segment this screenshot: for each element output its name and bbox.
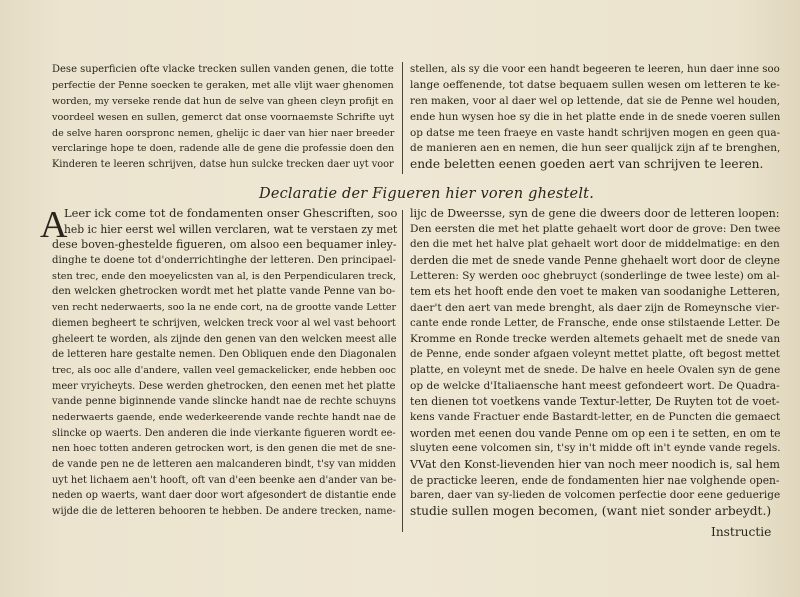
text-line: diemen begheert te schrijven, welcken treck voor al wel vast behoort	[52, 317, 396, 329]
text-line: studie sullen mogen becomen, (want niet sonder arbeydt.)	[410, 504, 772, 519]
text-line: de letteren hare gestalte nemen. Den Obliquen ende den Diagonalen	[52, 349, 397, 361]
text-line: ren maken, voor al daer wel op lettende, dat sie de Penne wel houden,	[410, 94, 781, 107]
top-left-column	[52, 62, 394, 173]
text-line: vande penne biginnende vande slincke handt nae de rechte schuyns	[52, 396, 397, 408]
text-line: Leer ick come tot de fondamenten onser Ghescriften, soo	[64, 206, 398, 220]
text-line: nederwaerts gaende, ende wederkeerende vande rechte handt nae de	[52, 411, 396, 423]
text-line: daer't den aert van mede brenght, als daer zijn de Romeynsche vier-	[410, 301, 780, 315]
text-line: platte, en voleynt met de snede. De halve en heele Ovalen syn de gene	[410, 363, 781, 376]
text-line: gheleert te worden, als zijnde den genen van den welcken meest alle	[52, 333, 397, 345]
text-line: stellen, als sy die voor een handt begeeren te leeren, hun daer inne soo	[410, 64, 780, 75]
text-line: lijc de Dweersse, syn de gene die dweers door de letteren loopen:	[410, 207, 780, 220]
drop-cap: A	[40, 204, 68, 246]
text-line: wijde die de letteren behooren te hebben. De andere trecken, name-	[52, 506, 396, 518]
text-line: dinghe te doene tot d'onderrichtinghe der letteren. Den principael-	[52, 255, 397, 267]
text-line: verclaringe hope te doen, radende alle de gene die professie doen den	[52, 143, 395, 155]
text-line: de selve haren oorspronc nemen, ghelijc ic daer van hier naer breeder	[52, 127, 395, 139]
catchword: Instructie	[711, 525, 772, 539]
text-line: lange oeffenende, tot datse bequaem sullen wesen om letteren te ke-	[410, 78, 780, 91]
text-line: meer vryicheyts. Dese werden ghetrocken, den eenen met het platte	[52, 380, 396, 392]
top-right-column	[410, 62, 780, 173]
section-heading: Declaratie der Figueren hier voren ghestelt.	[259, 186, 595, 202]
text-line: de vande pen ne de letteren aen malcanderen bindt, t'sy van midden	[52, 459, 396, 470]
text-line: nen hoec totten anderen getrocken wort, is den genen die met de sne-	[52, 443, 396, 455]
text-line: derden die met de snede vande Penne ghehaelt wort door de cleyne	[410, 254, 781, 268]
text-line: dese boven-ghestelde figueren, om alsoo een bequamer inley-	[52, 238, 397, 252]
text-line: de practicke leeren, ende de fondamenten hier nae volghende open-	[410, 473, 780, 487]
text-line: worden met eenen dou vande Penne om op een i te setten, en om te	[410, 426, 781, 440]
text-line: op datse me teen fraeye en vaste handt schrijven mogen en geen qua-	[410, 126, 781, 139]
text-line: heb ic hier eerst wel willen verclaren, wat te verstaen zy met	[64, 222, 398, 236]
text-line: voordeel wesen en sullen, gemerct dat onse voornaemste Schrifte uyt	[52, 111, 395, 123]
column-divider-top	[402, 62, 403, 174]
text-line: op de welcke d'Italiaensche hant meest gefondeert wort. De Quadra-	[410, 379, 780, 392]
text-line: de manieren aen en nemen, die hun seer qualijck zijn af te brenghen,	[410, 142, 781, 155]
text-line: perfectie der Penne soecken te geraken, met alle vlijt waer ghenomen	[52, 79, 394, 91]
text-line: ende hun wysen hoe sy die in het platte ende in de snede voeren sullen	[410, 110, 781, 123]
text-line: Kromme en Ronde trecke werden altemets gehaelt met de snede van	[410, 332, 781, 345]
text-line: den welcken ghetrocken wordt met het platte vande Penne van bo-	[52, 286, 396, 298]
text-line: sluyten eene volcomen sin, t'sy in't midde oft in't eynde vande regels.	[410, 442, 781, 455]
text-line: Kinderen te leeren schrijven, datse hun sulcke trecken daer uyt voor	[52, 159, 394, 171]
text-line: ende beletten eenen goeden aert van schrijven te leeren.	[410, 157, 764, 172]
text-line: ven recht nederwaerts, soo la ne ende cort, na de grootte vande Letter	[52, 302, 397, 314]
text-line: trec, als ooc alle d'andere, vallen veel gemackelicker, ende hebben ooc	[52, 364, 396, 376]
text-line: ten dienen tot voetkens vande Textur-letter, De Ruyten tot de voet-	[410, 395, 780, 409]
text-line: Dese superficien ofte vlacke trecken sullen vanden genen, die totte	[52, 64, 394, 75]
bottom-left-column	[52, 206, 396, 520]
text-line: slincke op waerts. Den anderen die inde vierkante figueren wordt ee-	[52, 427, 396, 439]
text-line: tem ets het hooft ende den voet te maken van soodanighe Letteren,	[410, 285, 781, 299]
text-line: cante ende ronde Letter, de Fransche, ende onse stilstaende Letter. De	[410, 316, 780, 329]
bottom-right-column	[410, 206, 780, 520]
column-divider-bottom	[402, 210, 403, 532]
text-line: neden op waerts, want daer door wort afgesondert de distantie ende	[52, 490, 397, 502]
text-line: Letteren: Sy werden ooc ghebruyct (sonderlinge de twee leste) om al-	[410, 269, 780, 282]
text-line: VVat den Konst-lievenden hier van noch meer noodich is, sal hem	[410, 458, 780, 471]
text-line: de Penne, ende sonder afgaen voleynt mettet platte, oft begost mettet	[410, 348, 780, 361]
text-line: sten trec, ende den moeyelicsten van al, is den Perpendicularen treck,	[52, 270, 397, 282]
text-line: uyt het lichaem aen't hooft, oft van d'een beenke aen d'ander van be-	[52, 474, 397, 486]
text-line: worden, my verseke rende dat hun de selve van gheen cleyn profijt en	[52, 95, 394, 107]
text-line: Den eersten die met het platte gehaelt wort door de grove: Den twee	[410, 222, 781, 235]
text-line: den die met het halve plat gehaelt wort door de middelmatige: en den	[410, 238, 780, 251]
text-line: baren, daer van sy-lieden de volcomen perfectie door eene geduerige	[410, 489, 781, 502]
text-line: kens vande Fractuer ende Bastardt-letter, en de Puncten die gemaect	[410, 410, 781, 423]
